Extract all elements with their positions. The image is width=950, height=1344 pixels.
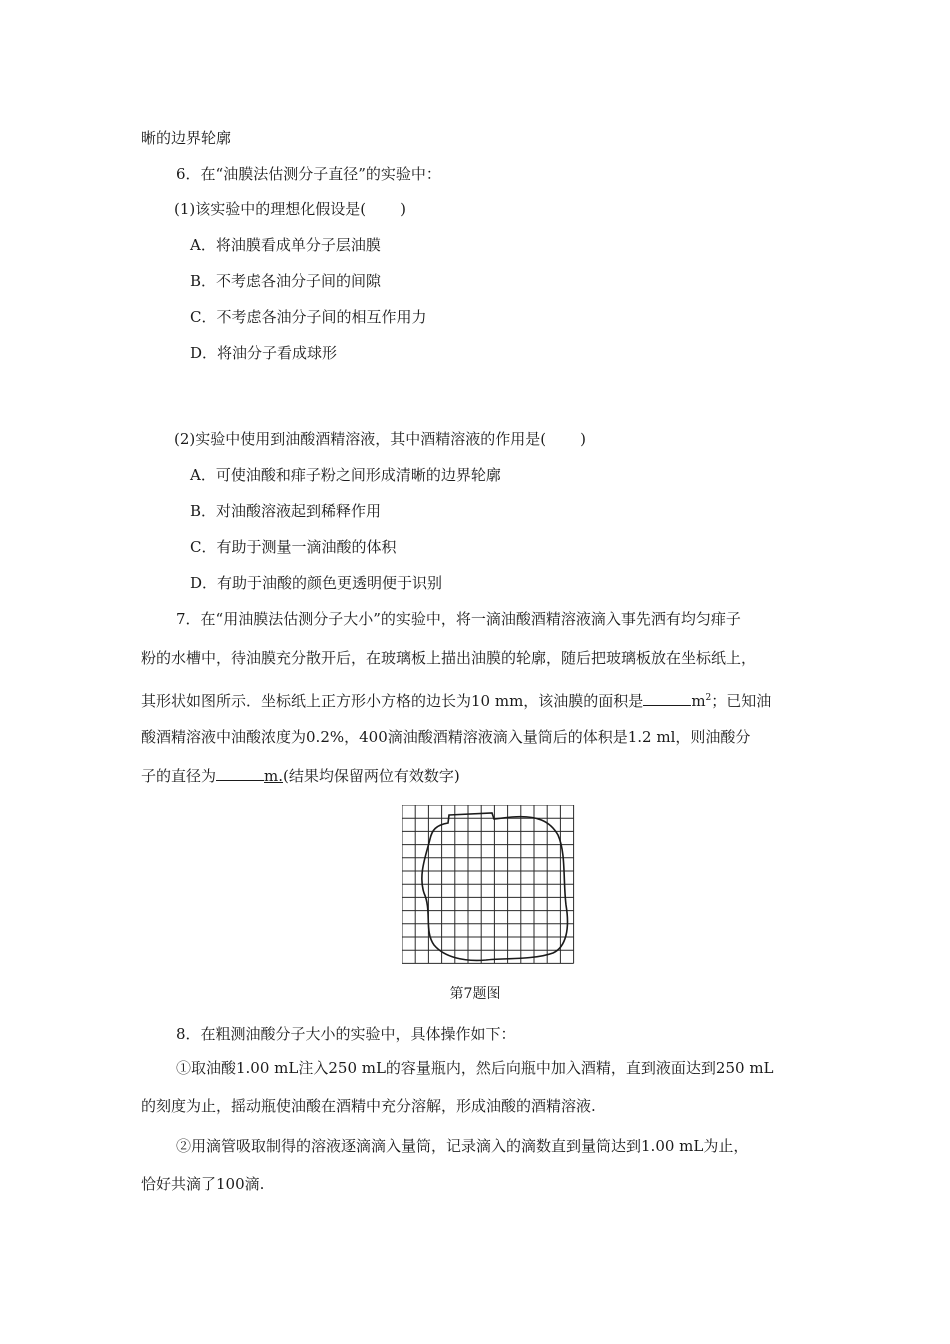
q6-1-option-d: D．将油分子看成球形: [190, 344, 338, 362]
q6-1-option-a: A．将油膜看成单分子层油膜: [190, 236, 381, 254]
q6-2-option-d: D．有助于油酸的颜色更透明便于识别: [190, 574, 443, 592]
q7-line3-tail: ；已知油: [711, 692, 772, 710]
area-blank: [643, 691, 691, 706]
q6-2-option-a: A．可使油酸和痱子粉之间形成清晰的边界轮廓: [190, 466, 501, 484]
line-continuation: 晰的边界轮廓: [141, 129, 232, 147]
question-6-part-2-stem: [174, 429, 586, 449]
question-8-step-1-line-2: 的刻度为止，摇动瓶使油酸在酒精中充分溶解，形成油酸的酒精溶液.: [141, 1097, 596, 1115]
area-unit-exponent: 2: [705, 693, 712, 703]
question-7-line-3: [141, 688, 771, 711]
question-6-stem: 6．在“油膜法估测分子直径”的实验中：: [176, 165, 441, 183]
question-8-step-2-line-1: ②用滴管吸取制得的溶液逐滴滴入量筒，记录滴入的滴数直到量筒达到1.00 mL为止，: [176, 1137, 749, 1155]
diameter-blank: [216, 766, 264, 781]
question-7-line-4: 酸酒精溶液中油酸浓度为0.2%，400滴油酸酒精溶液滴入量筒后的体积是1.2 ml，则油酸分: [141, 728, 751, 746]
question-8-step-2-line-2: 恰好共滴了100滴.: [141, 1175, 265, 1193]
oil-film-grid-figure: [402, 805, 582, 977]
q6-2-text: (2)实验中使用到油酸酒精溶液，其中酒精溶液的作用是(: [174, 430, 547, 448]
figure-caption: 第7题图: [449, 986, 501, 1002]
q7-line5-tail: (结果均保留两位有效数字): [283, 767, 460, 785]
grid-lines: [402, 805, 574, 963]
q6-2-option-c: C．有助于测量一滴油酸的体积: [190, 538, 397, 556]
q6-1-option-c: C．不考虑各油分子间的相互作用力: [190, 308, 427, 326]
question-8-step-1-line-1: ①取油酸1.00 mL注入250 mL的容量瓶内，然后向瓶中加入酒精，直到液面达到250 mL: [176, 1059, 774, 1077]
question-8-line-1: 8．在粗测油酸分子大小的实验中，具体操作如下：: [176, 1025, 516, 1043]
area-unit: m: [691, 692, 706, 710]
q6-1-text: (1)该实验中的理想化假设是(: [174, 200, 367, 218]
diameter-unit: m.: [264, 767, 284, 785]
question-7-line-2: 粉的水槽中，待油膜充分散开后，在玻璃板上描出油膜的轮廓，随后把玻璃板放在坐标纸上，: [141, 649, 757, 667]
q6-1-close: ): [400, 200, 406, 218]
question-7-line-1: 7．在“用油膜法估测分子大小”的实验中，将一滴油酸酒精溶液滴入事先洒有均匀痱子: [176, 610, 741, 628]
q7-line3-text: 其形状如图所示．坐标纸上正方形小方格的边长为10 mm，该油膜的面积是: [141, 692, 644, 710]
question-7-line-5: [141, 766, 460, 786]
question-6-part-1-stem: [174, 199, 406, 219]
q6-2-option-b: B．对油酸溶液起到稀释作用: [190, 502, 382, 520]
q6-1-option-b: B．不考虑各油分子间的间隙: [190, 272, 382, 290]
q7-line5-text: 子的直径为: [141, 767, 217, 785]
q6-2-close: ): [580, 430, 586, 448]
